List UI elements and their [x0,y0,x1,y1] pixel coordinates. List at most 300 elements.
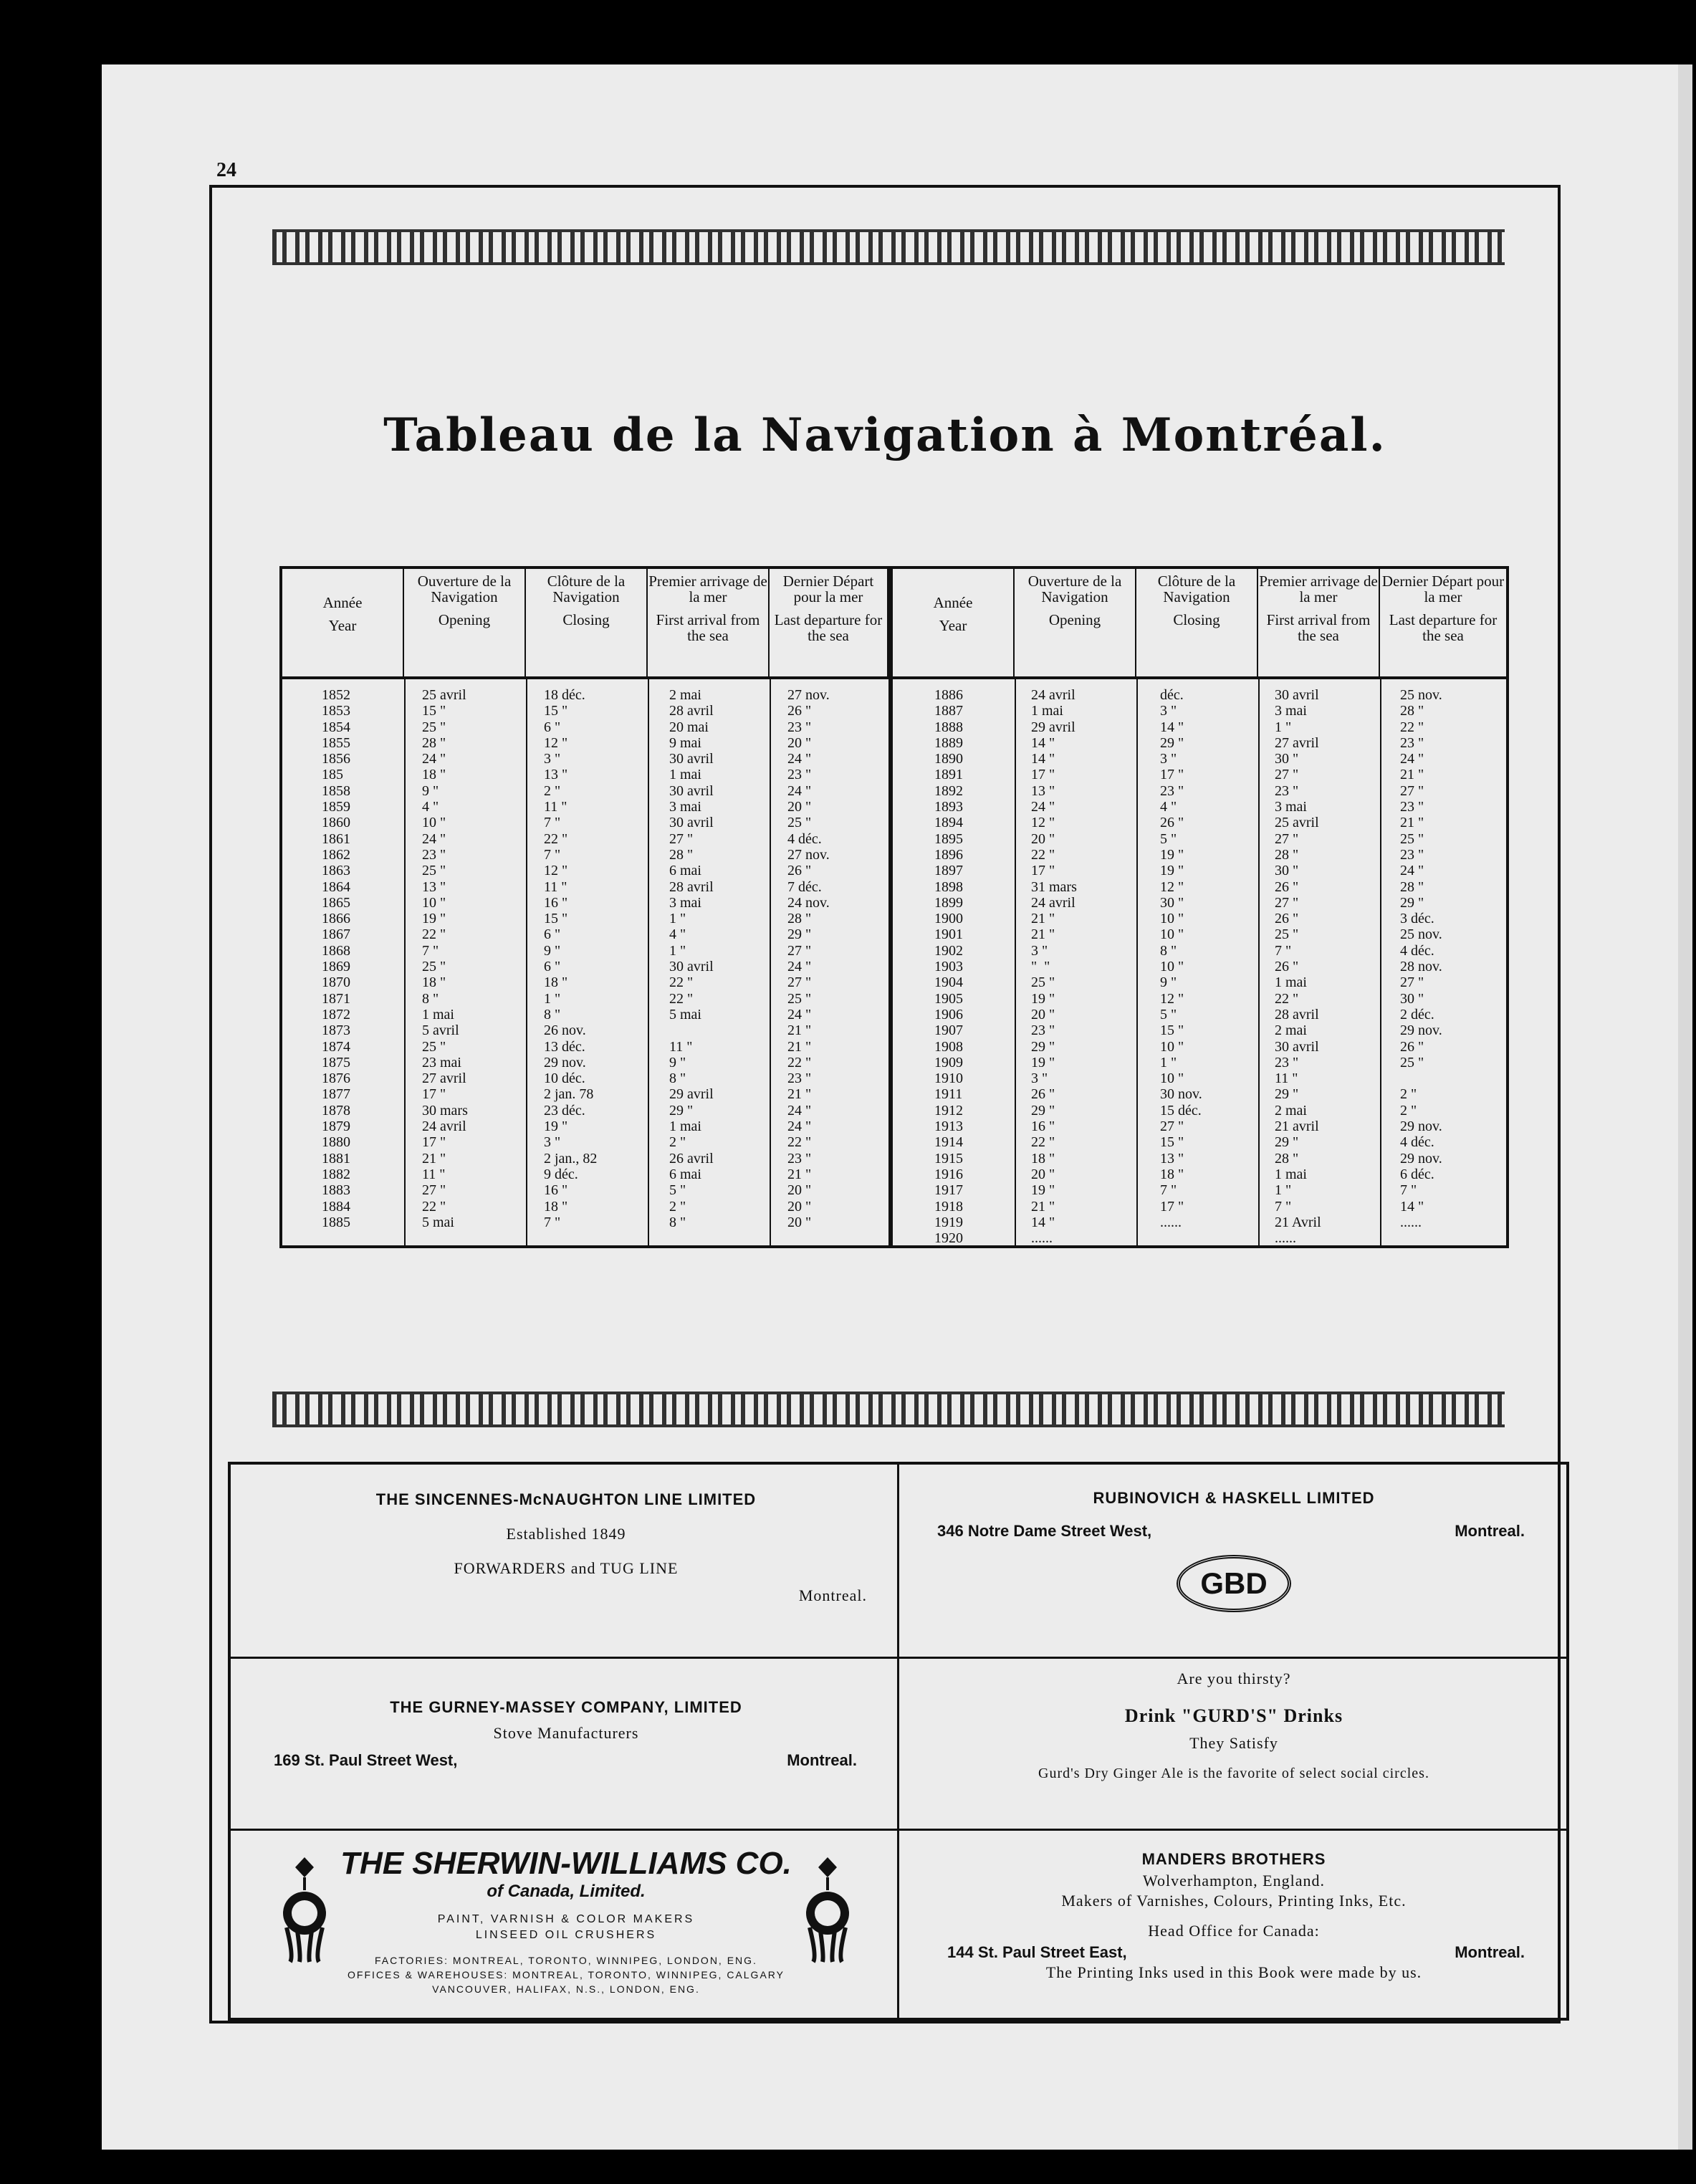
table-cell: 17 " [422,1086,446,1103]
table-cell: 6 " [544,959,561,975]
table-cell: 9 " [1160,974,1177,991]
table-cell: 24 " [787,751,812,767]
table-cell: 1917 [934,1182,963,1199]
table-cell: 27 " [1275,894,1299,911]
table-cell: 1915 [934,1150,963,1167]
table-cell: 21 " [787,1086,812,1103]
table-cell: 1868 [322,942,350,959]
table-cell: 1887 [934,703,963,719]
table-cell: 15 " [544,703,568,719]
table-cell: 24 " [787,1006,812,1022]
table-cell: 1 mai [669,1119,701,1135]
table-cell: 1865 [322,894,350,911]
gurds-headline: Drink "GURD'S" Drinks [1124,1705,1343,1726]
table-cell: 12 " [544,863,568,879]
sherwin-factories: FACTORIES: MONTREAL, TORONTO, WINNIPEG, LONDON, ENG. [375,1955,757,1966]
table-cell: 1909 [934,1054,963,1071]
table-cell: 30 avril [669,782,714,799]
table-cell: 1863 [322,863,350,879]
table-cell: 22 " [1031,846,1055,863]
table-cell: 22 " [787,1134,812,1151]
table-cell: 14 " [1031,751,1055,767]
page-title: Tableau de la Navigation à Montréal. [383,408,1386,462]
table-cell: 6 mai [669,1166,701,1182]
table-cell: 16 " [544,894,568,911]
gurney-business: Stove Manufacturers [493,1724,639,1742]
table-cell: 24 " [1031,799,1055,815]
table-cell: 12 " [1031,815,1055,831]
table-cell: déc. [1160,687,1184,703]
table-cell: 5 " [1160,830,1177,847]
table-cell: 21 avril [1275,1119,1319,1135]
table-cell: 1884 [322,1198,350,1215]
table-cell: 22 " [422,926,446,943]
table-cell: 14 " [1160,719,1184,735]
header-last-departure-left: Dernier Départ pour la mer Last departure for the sea [770,569,888,676]
sherwin-globe-emblem-left [279,1856,330,1963]
table-cell: 14 " [1031,734,1055,751]
table-cell: 17 " [1031,767,1055,783]
table-cell: 1862 [322,846,350,863]
table-cell: 3 mai [1275,799,1307,815]
table-cell: 21 " [787,1038,812,1055]
table-cell: 7 " [1275,942,1292,959]
table-cell: 29 " [1400,894,1424,911]
sherwin-offices: OFFICES & WAREHOUSES: MONTREAL, TORONTO, WINNIPEG, CALGARY [348,1969,785,1981]
table-cell: 28 avril [1275,1006,1319,1022]
table-cell: 27 " [1400,974,1424,991]
table-cell: 17 " [1160,767,1184,783]
page-number: 24 [216,159,236,181]
table-cell: 2 " [544,782,561,799]
table-cell: 1902 [934,942,963,959]
table-cell [1160,1230,1202,1246]
table-cell: 1896 [934,846,963,863]
table-cell: 9 " [669,1054,686,1071]
table-cell: 4 " [1160,799,1177,815]
table-cell: 9 mai [669,734,701,751]
table-cell: 14 " [1400,1198,1424,1215]
table-cell: 24 nov. [787,894,830,911]
table-cell: 1856 [322,751,350,767]
gurney-address: 169 St. Paul Street West, [274,1751,458,1769]
table-cell: 27 avril [422,1071,466,1087]
table-cell: 5 avril [422,1022,459,1039]
table-cell: 2 jan. 78 [544,1086,594,1103]
table-cell: 1903 [934,959,963,975]
table-cell: 19 " [422,911,446,927]
table-cell: 20 " [787,799,812,815]
table-cell: 26 " [1275,959,1299,975]
table-cell: 5 " [669,1182,686,1199]
rubinovich-name: RUBINOVICH & HASKELL LIMITED [1093,1489,1375,1507]
table-cell: 1894 [934,815,963,831]
table-cell: 26 " [1031,1086,1055,1103]
table-cell: 29 " [1031,1038,1055,1055]
table-cell: 28 " [422,734,446,751]
table-cell: 3 mai [669,894,701,911]
table-cell: 21 " [1031,1198,1055,1215]
table-cell: 9 " [422,782,439,799]
table-cell: 1878 [322,1102,350,1119]
table-cell: 1 " [669,911,686,927]
table-cell: 25 " [422,719,446,735]
table-cell: 27 " [1400,782,1424,799]
table-cell: 1891 [934,767,963,783]
table-cell: 26 " [787,703,812,719]
table-cell: 10 " [422,815,446,831]
table-cell: 30 avril [669,751,714,767]
table-cell: 3 déc. [1400,911,1434,927]
table-cell: 1 mai [1275,974,1307,991]
table-cell: 29 " [669,1102,694,1119]
table-cell: 27 " [669,830,694,847]
gbd-logo: GBD [1177,1555,1291,1612]
table-cell: 1907 [934,1022,963,1039]
table-cell: 17 " [422,1134,446,1151]
table-cell: 20 " [1031,1166,1055,1182]
ornament-border-top [272,229,1505,265]
table-cell: 1 mai [422,1006,454,1022]
col-first-arrival-right [1275,687,1321,1246]
table-cell: 23 " [787,719,812,735]
table-cell: ...... [1275,1230,1296,1247]
table-cell: 23 " [787,767,812,783]
table-cell: 1 mai [1031,703,1063,719]
table-cell: 11 " [422,1166,446,1182]
table-cell: 8 " [1160,942,1177,959]
gurney-city: Montreal. [787,1751,857,1769]
table-cell: 30 " [1275,751,1299,767]
table-cell: 25 " [1275,926,1299,943]
sincennes-business: FORWARDERS and TUG LINE [454,1559,679,1577]
table-cell: 30 " [1275,863,1299,879]
table-cell: 16 " [1031,1119,1055,1135]
table-cell: 30 avril [669,959,714,975]
table-cell: 1889 [934,734,963,751]
table-cell: 28 " [1275,846,1299,863]
gurds-tagline: They Satisfy [1189,1734,1278,1752]
table-cell: 15 " [422,703,446,719]
manders-location: Wolverhampton, England. [1142,1872,1325,1890]
table-cell: 1879 [322,1119,350,1135]
table-cell: 1 " [1160,1054,1177,1071]
table-cell: ...... [1400,1214,1422,1230]
table-cell: 1 mai [1275,1166,1307,1182]
table-cell: 28 " [787,911,812,927]
table-cell: 8 " [669,1214,686,1230]
table-cell: 7 " [544,1214,561,1230]
table-cell: 3 mai [669,799,701,815]
table-cell: 1914 [934,1134,963,1151]
table-cell: 2 " [669,1134,686,1151]
header-opening-left: Ouverture de la Navigation Opening [404,569,526,676]
table-cell: 30 " [1400,990,1424,1007]
table-cell: 28 avril [669,878,714,895]
gurney-name: THE GURNEY-MASSEY COMPANY, LIMITED [390,1698,742,1716]
table-cell: 18 " [1160,1166,1184,1182]
table-cell: 27 " [422,1182,446,1199]
table-cell: 18 déc. [544,687,585,703]
table-cell: 1881 [322,1150,350,1167]
table-cell: 13 " [1160,1150,1184,1167]
table-cell: 27 nov. [787,846,830,863]
table-cell: 1871 [322,990,350,1007]
col-opening-right [1031,687,1077,1246]
table-cell: 1895 [934,830,963,847]
table-cell: 21 " [787,1166,812,1182]
table-cell [669,1022,714,1038]
table-cell: 26 nov. [544,1022,586,1039]
table-cell: 28 nov. [1400,959,1442,975]
table-cell: 7 " [1275,1198,1292,1215]
table-cell: 24 " [1400,863,1424,879]
table-cell: 7 " [1160,1182,1177,1199]
table-cell: 1898 [934,878,963,895]
col-last-departure-left [787,687,830,1230]
table-cell: 24 " [787,959,812,975]
table-cell: 1885 [322,1214,350,1230]
table-cell: 30 nov. [1160,1086,1202,1103]
table-cell: 23 " [1031,1022,1055,1039]
table-cell: 11 " [544,878,567,895]
manders-note: The Printing Inks used in this Book were made by us. [1045,1963,1422,1981]
table-cell: 23 " [1400,846,1424,863]
table-cell: 27 avril [1275,734,1319,751]
table-cell: 25 avril [422,687,466,703]
table-cell: 1853 [322,703,350,719]
table-cell: 1904 [934,974,963,991]
table-cell: 20 mai [669,719,709,735]
header-first-arrival-right: Premier arrivage de la mer First arrival from the sea [1258,569,1380,676]
col-opening-left [422,687,468,1230]
table-cell: 1908 [934,1038,963,1055]
table-cell: 1 " [544,990,561,1007]
table-cell: 8 " [544,1006,561,1022]
table-cell: 1858 [322,782,350,799]
table-cell: 11 " [1275,1071,1298,1087]
table-cell: 19 " [1160,863,1184,879]
gurds-question: Are you thirsty? [1177,1670,1291,1687]
table-cell: 22 " [669,990,694,1007]
table-cell: 30 avril [669,815,714,831]
table-cell: 1918 [934,1198,963,1215]
table-cell: 7 " [422,942,439,959]
table-cell: 1886 [934,687,963,703]
header-opening-right: Ouverture de la Navigation Opening [1015,569,1136,676]
table-cell: 4 déc. [1400,1134,1434,1151]
table-cell: 29 nov. [1400,1022,1442,1039]
table-cell: 18 " [544,974,568,991]
table-cell: 1920 [934,1230,963,1247]
table-cell: 6 mai [669,863,701,879]
header-first-arrival-left: Premier arrivage de la mer First arrival from the sea [648,569,770,676]
table-cell: 23 " [787,1071,812,1087]
table-cell: 1911 [934,1086,963,1103]
table-cell: 2 " [1400,1102,1417,1119]
table-cell: 20 " [1031,1006,1055,1022]
table-cell: 1913 [934,1119,963,1135]
table-cell: 21 " [1031,926,1055,943]
table-cell: 29 avril [1031,719,1075,735]
manders-head-office: Head Office for Canada: [1148,1922,1320,1940]
table-cell: 25 nov. [1400,926,1442,943]
table-cell: 22 " [422,1198,446,1215]
table-cell: 26 " [787,863,812,879]
table-cell: 19 " [1160,846,1184,863]
rubinovich-address: 346 Notre Dame Street West, [937,1522,1152,1540]
table-cell: 28 " [1400,878,1424,895]
table-cell: 17 " [1160,1198,1184,1215]
table-cell: 15 " [1160,1134,1184,1151]
table-cell: 5 mai [669,1006,701,1022]
navigation-table [279,566,1509,1248]
table-cell: 2 " [1400,1086,1417,1103]
table-cell: 12 " [544,734,568,751]
table-cell: 30 " [1160,894,1184,911]
table-cell: 24 avril [1031,894,1075,911]
col-year-left [322,687,350,1230]
table-cell: 30 avril [1275,1038,1319,1055]
table-cell: 28 " [1400,703,1424,719]
table-cell: 1872 [322,1006,350,1022]
table-cell: 6 " [544,926,561,943]
table-cell: 23 " [1400,734,1424,751]
table-cell: 16 " [544,1182,568,1199]
table-cell: 29 " [1275,1134,1299,1151]
table-cell: 15 déc. [1160,1102,1202,1119]
table-cell: 1888 [934,719,963,735]
table-cell: 25 " [1031,974,1055,991]
table-cell: 4 " [422,799,439,815]
table-cell: 1 mai [669,767,701,783]
table-cell: ...... [1160,1214,1182,1230]
table-cell: 12 " [1160,990,1184,1007]
table-cell: 3 mai [1275,703,1307,719]
table-cell: 10 " [422,894,446,911]
table-cell: 29 nov. [1400,1150,1442,1167]
sherwin-name: THE SHERWIN-WILLIAMS CO. [340,1846,792,1881]
table-cell: 22 " [1031,1134,1055,1151]
table-cell: 21 " [1400,815,1424,831]
table-cell: 29 " [1031,1102,1055,1119]
table-cell: 1880 [322,1134,350,1151]
table-cell: 2 mai [669,687,701,703]
table-cell: 27 " [1275,767,1299,783]
table-cell: 3 " [544,1134,561,1151]
header-year-left: Année Year [282,569,404,676]
table-cell: 1852 [322,687,350,703]
table-cell: 1854 [322,719,350,735]
header-last-departure-right: Dernier Départ pour la mer Last departure for the sea [1381,573,1505,644]
manders-address: 144 St. Paul Street East, [947,1943,1127,1961]
table-cell: 1906 [934,1006,963,1022]
table-cell: 18 " [1031,1150,1055,1167]
table-cell: 26 avril [669,1150,714,1167]
ad-rubinovich [901,1489,1566,1654]
table-cell: 21 " [1400,767,1424,783]
sherwin-line1: PAINT, VARNISH & COLOR MAKERS [437,1913,695,1925]
ad-sincennes [236,1490,896,1655]
rubinovich-city: Montreal. [1455,1522,1525,1540]
table-cell: 1875 [322,1054,350,1071]
table-cell [1400,1071,1442,1086]
sincennes-city: Montreal. [798,1586,867,1604]
table-header [282,569,1506,679]
table-cell: 2 mai [1275,1102,1307,1119]
ad-gurney-massey [236,1698,896,1827]
table-cell: 1910 [934,1071,963,1087]
table-cell: 11 " [544,799,567,815]
table-cell: 1855 [322,734,350,751]
table-cell: 27 " [787,974,812,991]
ad-sherwin-williams [236,1841,896,2017]
table-cell: 22 " [544,830,568,847]
table-cell: 1893 [934,799,963,815]
table-cell: 20 " [787,734,812,751]
header-closing-left: Clôture de la Navigation Closing [526,569,648,676]
table-cell: 13 " [422,878,446,895]
table-cell: 28 " [669,846,694,863]
table-cell: 22 " [1275,990,1299,1007]
table-cell: 1912 [934,1102,963,1119]
table-cell: 9 " [544,942,561,959]
table-cell: 21 " [422,1150,446,1167]
table-cell: 25 " [1400,830,1424,847]
table-cell: 13 déc. [544,1038,585,1055]
table-cell: 1860 [322,815,350,831]
gurds-note: Gurd's Dry Ginger Ale is the favorite of select social circles. [1038,1766,1429,1781]
table-cell: 2 déc. [1400,1006,1434,1022]
table-cell: 1869 [322,959,350,975]
table-cell: 3 " [1031,942,1048,959]
table-cell: 20 " [787,1182,812,1199]
table-cell: 1890 [934,751,963,767]
table-cell: 19 " [1031,1182,1055,1199]
table-cell: 12 " [1160,878,1184,895]
table-cell: 24 " [422,751,446,767]
table-cell: 25 " [422,959,446,975]
table-cell: 2 jan., 82 [544,1150,598,1167]
table-cell: 25 " [422,1038,446,1055]
table-cell: 5 mai [422,1214,454,1230]
table-cell: 2 " [669,1198,686,1215]
table-cell: 27 nov. [787,687,830,703]
table-cell: 7 déc. [787,878,822,895]
table-cell: 23 " [1275,1054,1299,1071]
table-cell: 10 " [1160,1038,1184,1055]
table-cell: 29 " [1275,1086,1299,1103]
table-mid-divider [888,569,893,1245]
manders-makers: Makers of Varnishes, Colours, Printing Inks, Etc. [1061,1892,1407,1910]
table-cell: 23 déc. [544,1102,585,1119]
table-cell: 26 " [1400,1038,1424,1055]
col-closing-left [544,687,597,1230]
table-cell: 26 " [1275,878,1299,895]
table-cell: 1899 [934,894,963,911]
table-cell: 1874 [322,1038,350,1055]
table-cell: 1882 [322,1166,350,1182]
table-cell: 29 " [1160,734,1184,751]
table-cell: 29 avril [669,1086,714,1103]
table-cell: 9 déc. [544,1166,578,1182]
table-cell: 20 " [787,1198,812,1215]
table-cell: 24 avril [1031,687,1075,703]
sincennes-established: Established 1849 [506,1525,626,1543]
header-year-right: Année Year [893,569,1015,676]
table-cell: 31 mars [1031,878,1077,895]
table-cell: 18 " [422,767,446,783]
